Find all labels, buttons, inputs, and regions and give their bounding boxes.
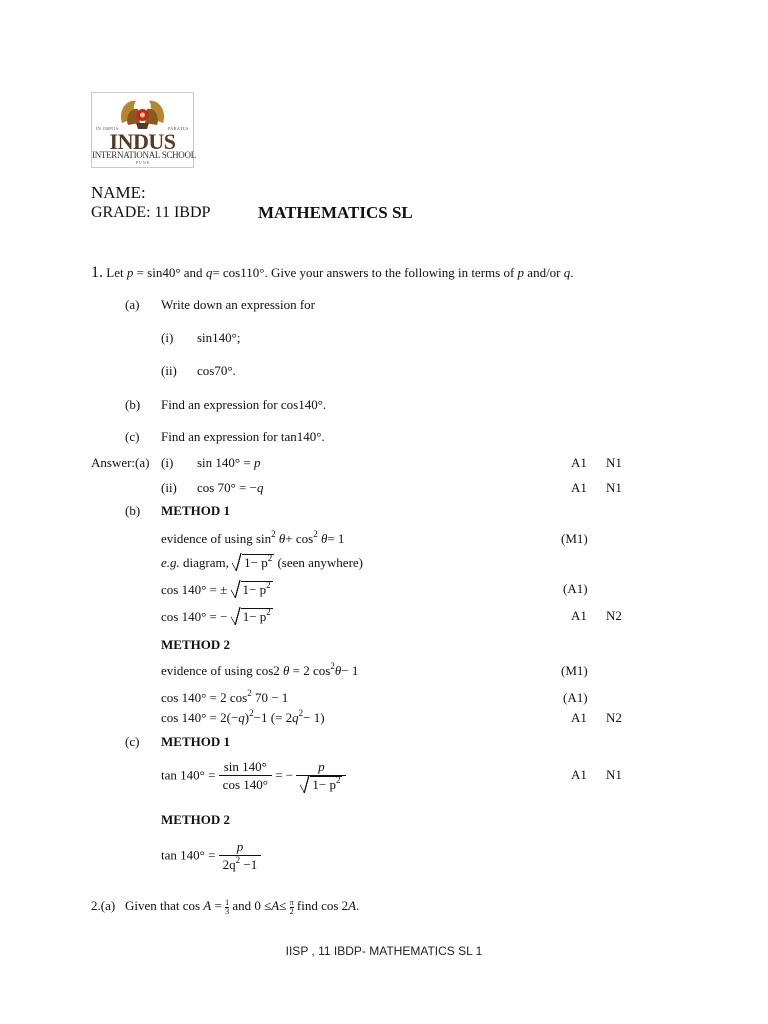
logo-motto-left: IN OMNIA <box>96 126 119 131</box>
q1a-label: (a) <box>125 297 140 312</box>
mark-b-cos-minus-n2: N2 <box>606 608 622 623</box>
q2-frac-pi-half: $\frac{\pi}{2}$ <box>289 897 294 916</box>
ans-b-method2: METHOD 2 <box>161 637 230 652</box>
ans-b-method1: METHOD 1 <box>161 503 230 518</box>
q1aii-label: (ii) <box>161 363 177 378</box>
q1-var-q2: q <box>563 265 571 280</box>
ans-aii-label: (ii) <box>161 480 177 495</box>
ans-ai-expr: sin 140° = p <box>197 455 261 470</box>
mark-b-m2-a1p: (A1) <box>563 690 588 705</box>
mark-b-m2-n2: N2 <box>606 710 622 725</box>
q1ai-text: sin140°; <box>197 330 241 345</box>
mark-b-cos-minus-a1: A1 <box>571 608 587 623</box>
subject-title: MATHEMATICS SL <box>258 203 413 222</box>
ans-b-m1-line1: evidence of using $\sin^2 \theta+ \cos^2 \theta= 1$ <box>161 529 345 546</box>
ans-ai-label: (i) <box>161 455 174 470</box>
ans-b-cos-pm: cos 140° = ± $1- p^2$ <box>161 580 271 597</box>
q1-var-p: p <box>126 265 134 280</box>
ans-c-label: (c) <box>125 734 140 749</box>
mark-c-m1-n1: N1 <box>606 767 622 782</box>
q1-var-q: q <box>205 265 213 280</box>
q1-stem-d: and/or <box>527 265 561 280</box>
mark-ai-a1: A1 <box>571 455 587 470</box>
q1c-label: (c) <box>125 429 140 444</box>
page-footer: IISP , 11 IBDP- MATHEMATICS SL 1 <box>285 944 483 958</box>
mark-aii-n1: N1 <box>606 480 622 495</box>
ans-aii-expr: cos 70° = −q <box>197 480 264 495</box>
ans-c-m1-expr: tan 140° = $\frac{\sin 140^\circ}{\cos 140^\circ}$ = − $\frac{p}{1- p^2}$ <box>161 758 346 793</box>
q1a-text: Write down an expression for <box>161 297 315 312</box>
q1-stem: 1. Let p = sin40° and q= cos110°. Give your answers to the following in terms of p and/or q. <box>91 264 574 281</box>
ans-c-method2: METHOD 2 <box>161 812 230 827</box>
mark-aii-a1: A1 <box>571 480 587 495</box>
q1-stem-c: = cos110°. Give your answers to the following in terms of <box>212 265 515 280</box>
mark-b-m2-a1: A1 <box>571 710 587 725</box>
school-logo <box>91 92 194 168</box>
q2-frac-one-third: $\frac{1}{3}$ <box>225 897 230 916</box>
answer-label: Answer:(a) <box>91 455 150 470</box>
q1ai-label: (i) <box>161 330 174 345</box>
q1c-text: Find an expression for tan140°. <box>161 429 325 444</box>
q2-stem: 2.(a) Given that cos A = $\frac{1}{3}$ and 0 ≤A≤ $\frac{\pi}{2}$ find cos 2A. <box>91 897 360 916</box>
logo-motto-right: PARATUS <box>168 126 189 131</box>
ans-c-method1: METHOD 1 <box>161 734 230 749</box>
logo-name: INDUS <box>109 129 176 154</box>
mark-b-cos-pm-a1: (A1) <box>563 581 588 596</box>
mark-ai-n1: N1 <box>606 455 622 470</box>
mark-b-m1-m1: (M1) <box>561 531 588 546</box>
q1-stem-a: Let <box>106 265 124 280</box>
ans-c-m2-expr: tan 140° = $\frac{p}{2q^2 -1}$ <box>161 838 261 873</box>
q1aii-text: cos70°. <box>197 363 236 378</box>
logo-city: P U N E <box>135 160 150 165</box>
ans-b-m2-line1: evidence of using cos2 θ = 2 $\cos^2\theta- 1$ <box>161 661 359 678</box>
name-label: NAME: <box>91 183 146 202</box>
ans-b-m2-line3: $\cos 140^\circ = 2(-q)^2-1$ (= $2q^2- 1$) <box>161 708 325 725</box>
ans-b-m2-line2: cos 140° = 2 $\cos^2 70 - 1$ <box>161 688 289 705</box>
q1b-text: Find an expression for cos140°. <box>161 397 327 412</box>
q2-label: 2.(a) <box>91 898 116 913</box>
ans-b-label: (b) <box>125 503 141 518</box>
grade-label: GRADE: 11 IBDP <box>91 204 211 221</box>
mark-b-m2-m1: (M1) <box>561 663 588 678</box>
ans-b-cos-minus: cos 140° = − $1- p^2$ <box>161 607 271 624</box>
mark-c-m1-a1: A1 <box>571 767 587 782</box>
q1-number: 1. <box>91 264 103 281</box>
q1-stem-b: = sin40° and <box>136 265 203 280</box>
ans-b-m1-eg: e.g. diagram, $1- p^2$ (seen anywhere) <box>161 553 364 570</box>
q1b-label: (b) <box>125 397 141 412</box>
q1-var-p2: p <box>517 265 525 280</box>
logo-school: INTERNATIONAL SCHOOL <box>92 150 196 160</box>
